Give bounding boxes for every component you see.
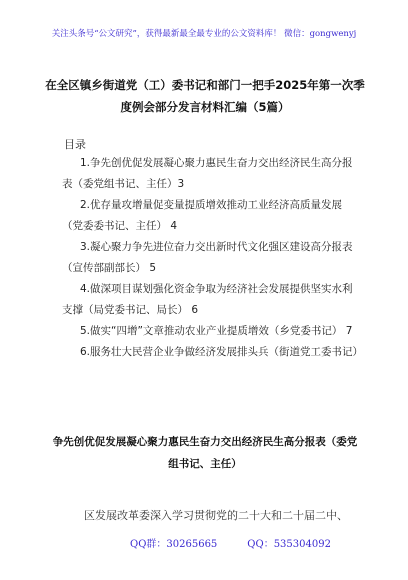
toc-item-4[interactable]: 4.做深项目谋划强化资金争取为经济社会发展提供坚实水利支撑（局党委书记、局长） 6 <box>62 283 353 316</box>
table-of-contents <box>62 153 364 363</box>
contact-footer <box>130 535 331 550</box>
toc-item-5[interactable]: 5.做实“四增”文章推动农业产业提质增效（乡党委书记） 7 <box>80 325 353 337</box>
qq-group-number: QQ群：30265665 <box>130 539 218 550</box>
qq-number: QQ：535304092 <box>247 539 331 550</box>
toc-heading: 目录 <box>64 138 86 151</box>
section-body-text: 区发展改革委深入学习贯彻党的二十大和二十届二中、 <box>84 509 348 522</box>
toc-item-6[interactable]: 6.服务壮大民营企业争做经济发展排头兵（街道党工委书记） <box>80 346 364 358</box>
section-title: 争先创优促发展凝心聚力惠民生奋力交出经济民生高分报表（委党组书记、主任） <box>52 436 358 470</box>
toc-item-2[interactable]: 2.优存量攻增量促变量提质增效推动工业经济高质量发展（党委委书记、主任） 4 <box>62 199 343 232</box>
promo-banner: 关注头条号“公文研究”，获得最新最全最专业的公文资料库！ 微信：gongwenyj <box>51 29 357 39</box>
document-title: 在全区镇乡街道党（工）委书记和部门一把手2025年第一次季度例会部分发言材料汇编（5篇） <box>45 78 365 114</box>
toc-item-3[interactable]: 3.凝心聚力争先进位奋力交出新时代文化强区建设高分报表（宣传部副部长） 5 <box>62 241 353 274</box>
toc-item-1[interactable]: 1.争先创优促发展凝心聚力惠民生奋力交出经济民生高分报表（委党组书记、主任）3 <box>62 157 353 190</box>
